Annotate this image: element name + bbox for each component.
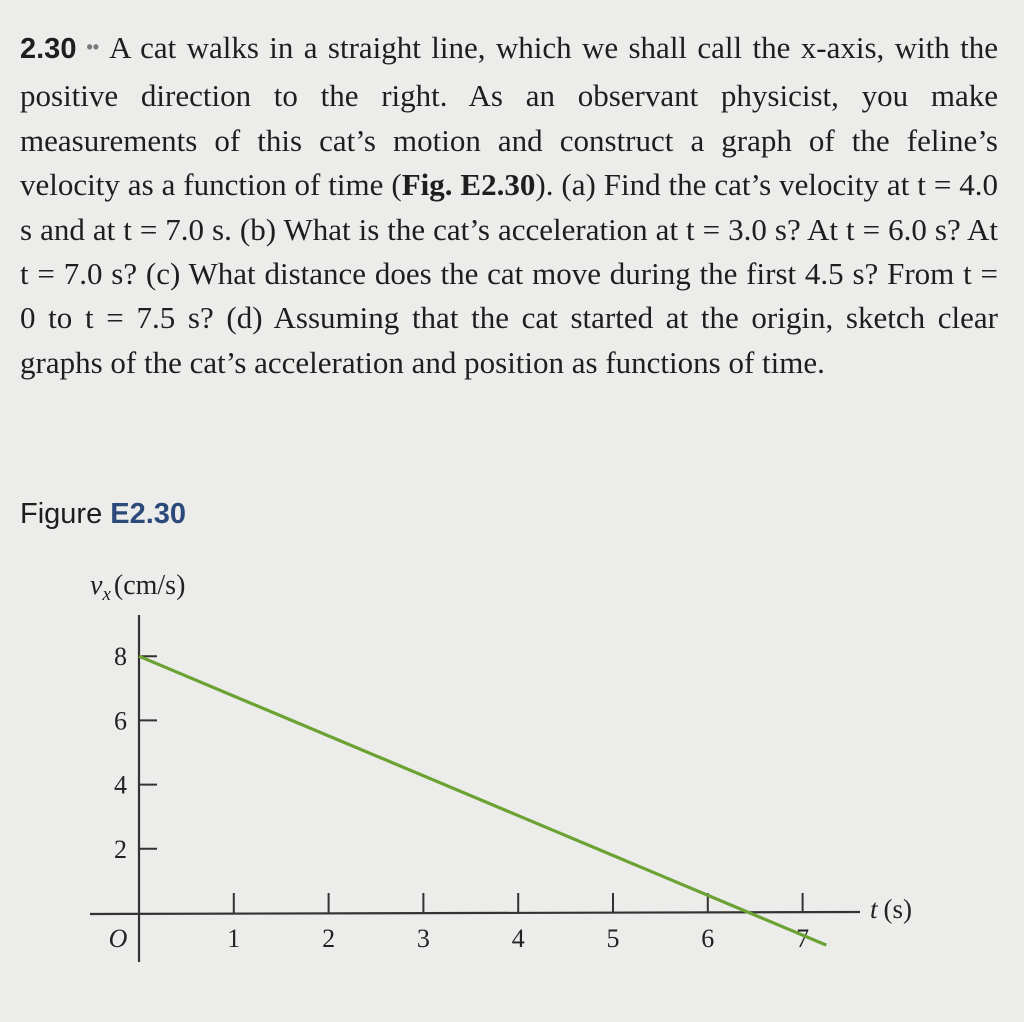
x-tick-label-2: 2 [322,924,336,953]
x-axis-label [870,894,912,924]
x-tick-label-1: 1 [227,924,241,953]
x-tick-label-7: 7 [796,924,810,953]
y-tick-label-4: 4 [114,770,127,800]
y-axis-label-units: (cm/s) [113,570,186,601]
y-tick-label-2: 2 [114,834,127,864]
x-tick-label-3: 3 [416,924,430,953]
problem-body-part2: ). (a) Find the cat’s velocity at t = 4.0 s and at t = 7.0 s. (b) What is the cat’s acceleration at t = 3.0 s? At t = 6.0 s? At t = 7.0 s? (c) What distance does the cat move during the first 4.5 s? From t = 0 to t = 7.5 s? (d) Assuming that the cat started at the origin, sketch clear graphs of the cat’s acceleration and position as functions of time. [20,167,998,380]
problem-body-part1: A cat walks in a straight line, which we shall call the x-axis, with the positive direction to the right. As an observant physicist, you make measurements of this cat’s motion and construct a graph of the feline’s velocity as a function of time ( [20,30,998,203]
x-tick-label-6: 6 [701,924,715,953]
x-axis-label-var: t [870,894,878,924]
y-axis-label [90,570,185,605]
series-line-velocity [139,656,826,945]
origin-label: O [108,924,128,953]
x-tick-label-5: 5 [606,924,620,953]
difficulty-dots: •• [86,37,100,57]
figure-reference: Fig. E2.30 [401,167,536,203]
y-axis-label-sub: x [102,584,111,605]
y-tick-label-6: 6 [114,706,127,736]
problem-number: 2.30 [20,33,77,65]
x-tick-label-4: 4 [511,924,525,953]
y-axis-label-var: v [90,570,103,601]
x-axis-label-units: (s) [883,894,913,924]
figure-caption-prefix: Figure [20,498,103,530]
y-tick-label-8: 8 [114,642,127,672]
figure-caption-id: E2.30 [110,498,187,530]
